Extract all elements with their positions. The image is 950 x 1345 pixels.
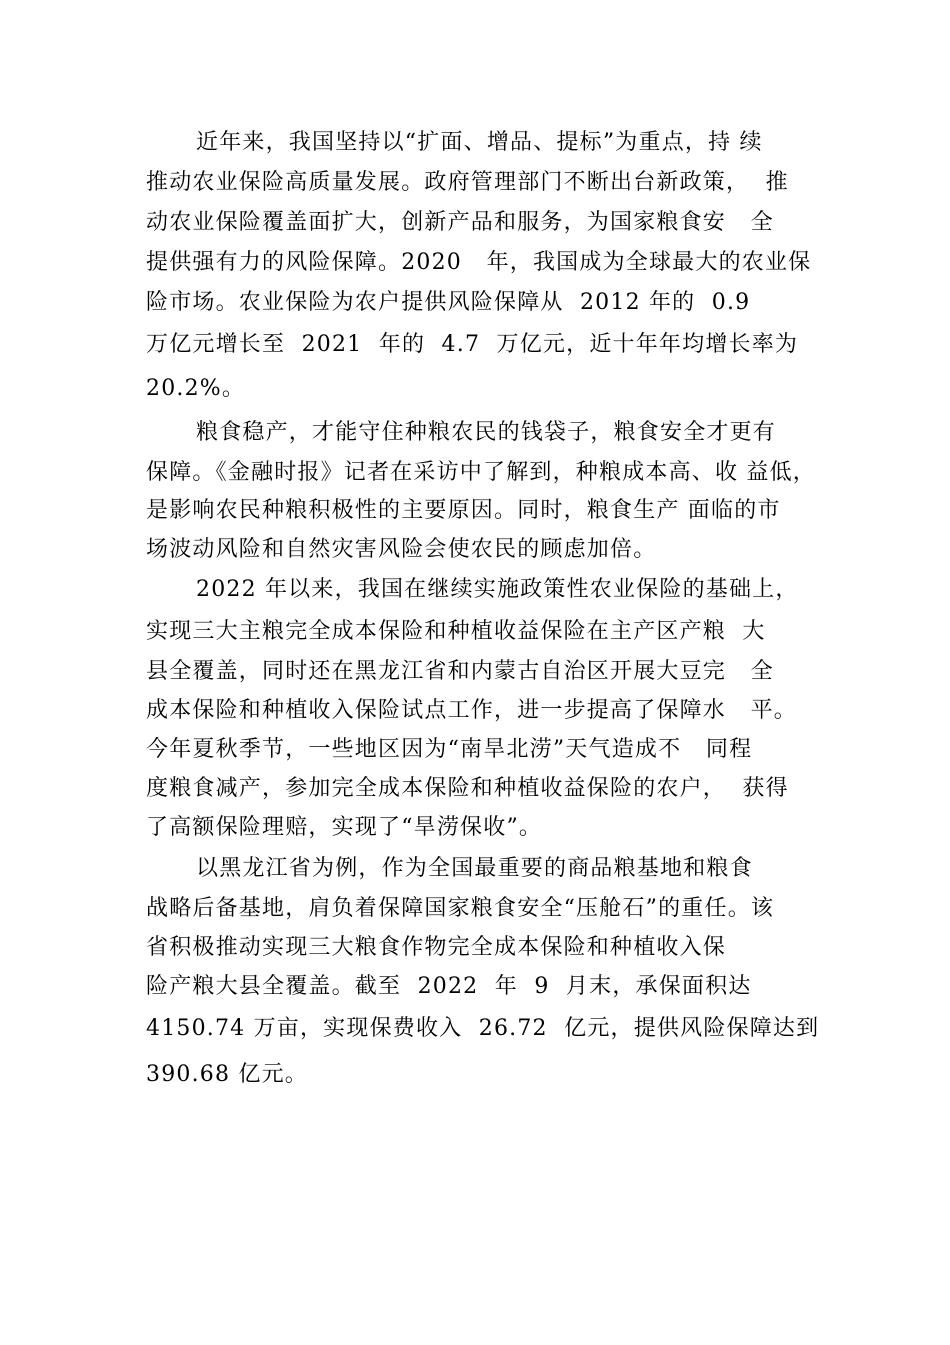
- paragraph-1-line-2: 推动农业保险高质量发展。政府管理部门不断出台新政策， 推: [146, 170, 789, 195]
- paragraph-4-line-3: 省积极推动实现三大粮食作物完全成本保险和种植收入保: [146, 935, 727, 960]
- paragraph-2-line-1: 粮食稳产，才能守住种粮农民的钱袋子，粮食安全才更有: [196, 420, 777, 445]
- paragraph-4-line-5: 4150.74 万亩，实现保费收入 26.72 亿元，提供风险保障达到: [146, 1016, 820, 1041]
- paragraph-3-line-1: 2022 年以来，我国在继续实施政策性农业保险的基础上，: [196, 577, 799, 602]
- paragraph-3-line-2: 实现三大主粮完全成本保险和种植收益保险在主产区产粮 大: [146, 619, 766, 644]
- paragraph-3-line-5: 今年夏秋季节，一些地区因为“南旱北涝”天气造成不 同程: [146, 737, 753, 762]
- paragraph-2-line-4: 场波动风险和自然灾害风险会使农民的顾虑加倍。: [146, 537, 657, 562]
- paragraph-2-line-3: 是影响农民种粮积极性的主要原因。同时，粮食生产 面临的市: [146, 498, 781, 523]
- paragraph-1-line-4: 提供强有力的风险保障。2020 年，我国成为全球最大的农业保: [146, 250, 812, 275]
- paragraph-4-line-6: 390.68 亿元。: [146, 1062, 308, 1087]
- paragraph-4-line-1: 以黑龙江省为例，作为全国最重要的商品粮基地和粮食: [196, 856, 753, 881]
- paragraph-1-line-7: 20.2%。: [146, 376, 246, 401]
- paragraph-1-line-1: 近年来，我国坚持以“扩面、增品、提标”为重点，持 续: [196, 130, 763, 155]
- paragraph-4-line-2: 战略后备基地，肩负着保障国家粮食安全“压舱石”的重任。该: [146, 896, 775, 921]
- paragraph-3-line-7: 了高额保险理赔，实现了“旱涝保收”。: [146, 815, 543, 840]
- paragraph-1-line-6: 万亿元增长至 2021 年的 4.7 万亿元，近十年年均增长率为: [146, 332, 799, 357]
- paragraph-3-line-6: 度粮食减产，参加完全成本保险和种植收益保险的农户， 获得: [146, 776, 789, 801]
- paragraph-1-line-3: 动农业保险覆盖面扩大，创新产品和服务，为国家粮食安 全: [146, 210, 774, 235]
- paragraph-3-line-3: 县全覆盖，同时还在黑龙江省和内蒙古自治区开展大豆完 全: [146, 659, 774, 684]
- paragraph-3-line-4: 成本保险和种植收入保险试点工作，进一步提高了保障水 平。: [146, 698, 797, 723]
- paragraph-2-line-2: 保障。《金融时报》记者在采访中了解到，种粮成本高、收 益低，: [146, 460, 816, 485]
- paragraph-1-line-5: 险市场。农业保险为农户提供风险保障从 2012 年的 0.9: [146, 290, 751, 315]
- paragraph-4-line-4: 险产粮大县全覆盖。截至 2022 年 9 月末，承保面积达: [146, 974, 752, 999]
